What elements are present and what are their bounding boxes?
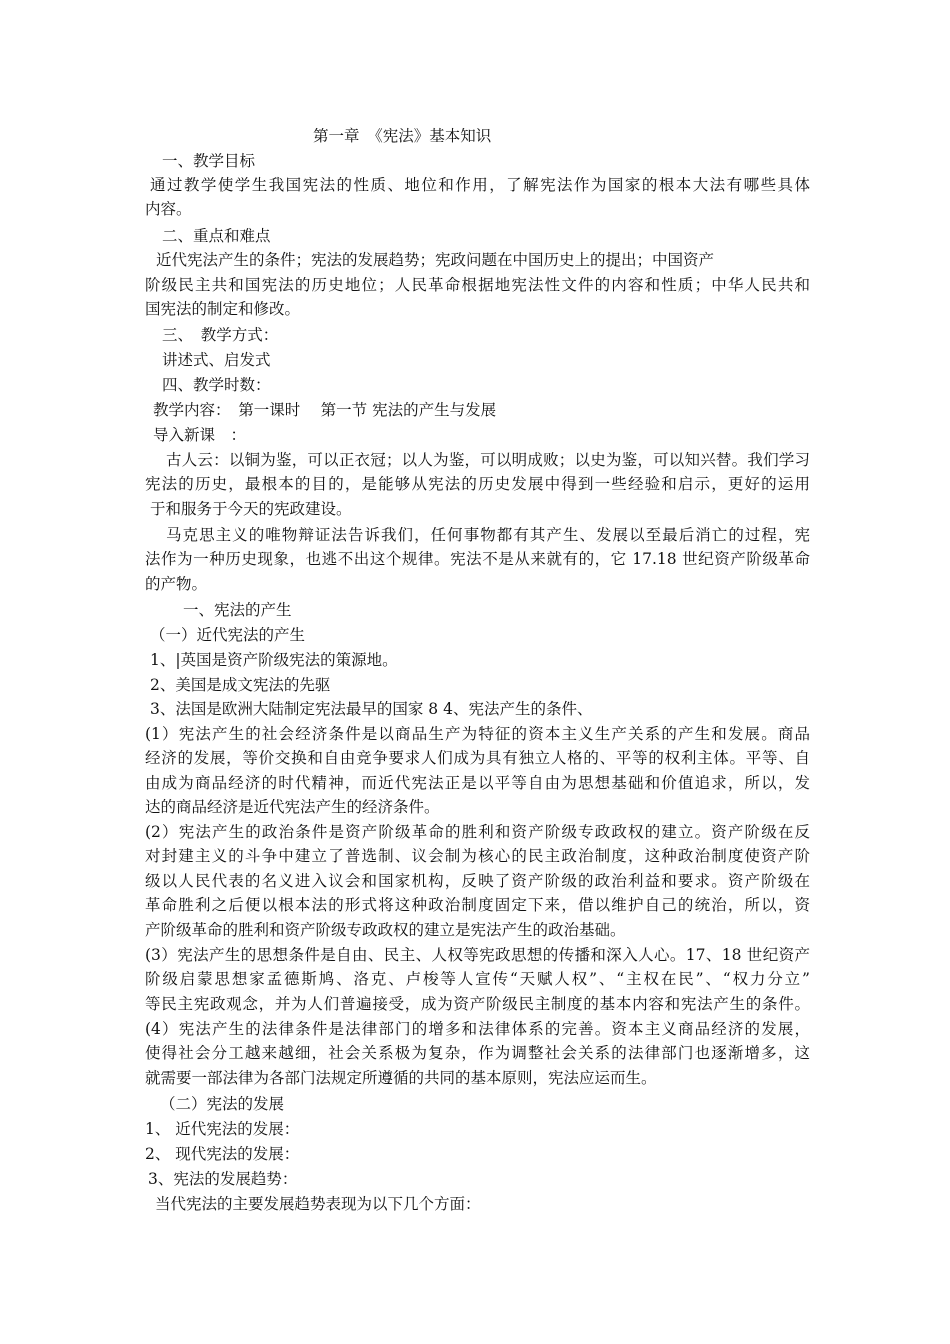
paragraph-line: (2）宪法产生的政治条件是资产阶级革命的胜利和资产阶级专政政权的建立。资产阶级在反	[145, 823, 810, 841]
list-item: 1、|英国是资产阶级宪法的策源地。	[150, 651, 398, 669]
subsection-heading: （二）宪法的发展	[160, 1095, 285, 1113]
paragraph-line: (3）宪法产生的思想条件是自由、民主、人权等宪政思想的传播和深入人心。17、18 世纪资产	[145, 946, 810, 964]
heading-key-points: 二、重点和难点	[162, 227, 271, 245]
paragraph-line: 由成为商品经济的时代精神，而近代宪法正是以平等自由为思想基础和价值追求，所以，发	[145, 774, 810, 792]
paragraph-line: 教学内容： 第一课时 第一节 宪法的产生与发展	[153, 401, 497, 419]
paragraph-line: 宪法的历史，最根本的目的，是能够从宪法的历史发展中得到一些经验和启示，更好的运用	[145, 475, 810, 493]
paragraph-line: 经济的发展，等价交换和自由竞争要求人们成为具有独立人格的、平等的权利主体。平等、自	[145, 749, 810, 767]
paragraph-line: 就需要一部法律为各部门法规定所遵循的共同的基本原则，宪法应运而生。	[145, 1069, 657, 1087]
paragraph-line: 通过教学使学生我国宪法的性质、地位和作用，了解宪法作为国家的根本大法有哪些具体	[150, 176, 810, 194]
paragraph-line: 于和服务于今天的宪政建设。	[150, 500, 352, 518]
list-item: 3、宪法的发展趋势：	[148, 1170, 298, 1188]
paragraph-line: 马克思主义的唯物辩证法告诉我们，任何事物都有其产生、发展以至最后消亡的过程，宪	[166, 526, 810, 544]
heading-teaching-goals: 一、教学目标	[162, 152, 256, 170]
paragraph-line: 内容。	[145, 200, 192, 218]
section-heading: 一、宪法的产生	[183, 601, 292, 619]
paragraph-line: 讲述式、启发式	[162, 351, 271, 369]
paragraph-line: 法作为一种历史现象，也逃不出这个规律。宪法不是从来就有的，它 17.18 世纪资产阶级革命	[145, 550, 810, 568]
paragraph-line: 达的商品经济是近代宪法产生的经济条件。	[145, 798, 440, 816]
paragraph-line: 使得社会分工越来越细，社会关系极为复杂，作为调整社会关系的法律部门也逐渐增多，这	[145, 1044, 810, 1062]
paragraph-line: 当代宪法的主要发展趋势表现为以下几个方面：	[155, 1195, 481, 1213]
paragraph-line: 的产物。	[145, 575, 208, 593]
paragraph-line: 阶级启蒙思想家孟德斯鸠、洛克、卢梭等人宣传“天赋人权”、“主权在民”、“权力分立”	[145, 970, 810, 988]
subsection-heading: （一）近代宪法的产生	[150, 626, 306, 644]
paragraph-line: (4）宪法产生的法律条件是法律部门的增多和法律体系的完善。资本主义商品经济的发展，	[145, 1020, 810, 1038]
paragraph-line: (1）宪法产生的社会经济条件是以商品生产为特征的资本主义生产关系的产生和发展。商品	[145, 725, 810, 743]
chapter-title: 第一章 《宪法》基本知识	[313, 127, 492, 145]
list-item: 3、法国是欧洲大陆制定宪法最早的国家 8 4、宪法产生的条件、	[150, 700, 593, 718]
paragraph-line: 国宪法的制定和修改。	[145, 300, 301, 318]
paragraph-line: 阶级民主共和国宪法的历史地位；人民革命根据地宪法性文件的内容和性质；中华人民共和	[145, 276, 810, 294]
heading-teaching-method: 三、 教学方式：	[162, 326, 279, 344]
paragraph-line: 古人云：以铜为鉴，可以正衣冠；以人为鉴，可以明成败；以史为鉴，可以知兴替。我们学习	[166, 451, 810, 469]
paragraph-line: 级以人民代表的名义进入议会和国家机构，反映了资产阶级的政治利益和要求。资产阶级在	[145, 872, 810, 890]
paragraph-line: 革命胜利之后便以根本法的形式将这种政治制度固定下来，借以维护自己的统治，所以，资	[145, 896, 810, 914]
paragraph-line: 产阶级革命的胜利和资产阶级专政政权的建立是宪法产生的政治基础。	[145, 921, 626, 939]
list-item: 2、 现代宪法的发展：	[145, 1145, 300, 1163]
list-item: 2、美国是成文宪法的先驱	[150, 676, 331, 694]
list-item: 1、 近代宪法的发展：	[145, 1120, 300, 1138]
paragraph-line: 导入新课 ：	[153, 426, 247, 444]
paragraph-line: 等民主宪政观念，并为人们普遍接受，成为资产阶级民主制度的基本内容和宪法产生的条件。	[145, 995, 810, 1013]
paragraph-line: 对封建主义的斗争中建立了普选制、议会制为核心的民主政治制度，这种政治制度使资产阶	[145, 847, 810, 865]
paragraph-line: 近代宪法产生的条件；宪法的发展趋势；宪政问题在中国历史上的提出；中国资产	[156, 251, 715, 269]
heading-teaching-hours: 四、教学时数：	[162, 376, 271, 394]
